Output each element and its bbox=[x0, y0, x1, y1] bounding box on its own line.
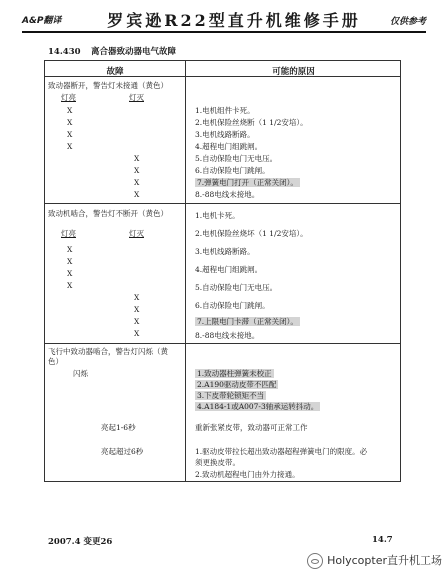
column-divider bbox=[185, 61, 186, 481]
row-2-cause: 8.-88电线未接地。 bbox=[195, 331, 260, 340]
row-1-cause: 1.电机组件卡死。 bbox=[195, 106, 255, 115]
row-divider bbox=[45, 343, 400, 344]
row-1-mark: X bbox=[67, 106, 73, 115]
row-1-mark: X bbox=[67, 142, 73, 151]
row-2-mark: X bbox=[67, 269, 73, 278]
row-1-cause: 2.电机保险丝烧断（1 1/2安培）。 bbox=[195, 118, 308, 127]
wechat-logo-icon bbox=[307, 553, 323, 569]
header-translator: A&P翻译 bbox=[22, 16, 62, 26]
page-header bbox=[22, 8, 426, 30]
row-1-cause: 6.自动保险电门跳闸。 bbox=[195, 166, 270, 175]
row-1-mark: X bbox=[134, 178, 140, 187]
row-1-cause: 4.超程电门组跳闸。 bbox=[195, 142, 263, 151]
header-divider bbox=[22, 31, 426, 33]
header-title: 罗宾逊R22型直升机维修手册 bbox=[107, 11, 361, 30]
watermark-text: Holycopter直升机工场 bbox=[327, 554, 442, 567]
row-2-cause: 5.自动保险电门无电压。 bbox=[195, 283, 278, 292]
watermark bbox=[307, 552, 442, 569]
fault-row-2-title: 致动机啮合，警告灯不断开（黄色） bbox=[48, 209, 168, 218]
row-3-sub-cause-2: 1.驱动皮带拉长超出致动器超程弹簧电门的限度。必 bbox=[195, 447, 368, 456]
row-2-mark: X bbox=[134, 329, 140, 338]
row-2-mark: X bbox=[67, 245, 73, 254]
row-2-lamp-off: 灯灭 bbox=[129, 229, 144, 238]
row-3-sub-cause-2-cont: 须更换皮带。 bbox=[195, 458, 240, 467]
row-2-cause: 4.超程电门组跳闸。 bbox=[195, 265, 263, 274]
row-1-mark: X bbox=[67, 118, 73, 127]
row-1-lamp-off: 灯灭 bbox=[129, 93, 144, 102]
fault-row-3-title-cont: 色） bbox=[48, 357, 63, 366]
row-2-mark: X bbox=[134, 317, 140, 326]
fault-table bbox=[44, 60, 401, 482]
header-cause: 可能的原因 bbox=[272, 67, 315, 77]
row-2-mark: X bbox=[134, 293, 140, 302]
row-2-mark: X bbox=[134, 305, 140, 314]
section-code: 14.430 bbox=[48, 47, 81, 57]
row-3-sub-cause-1: 重新张紧皮带，致动器可正常工作 bbox=[195, 423, 308, 432]
header-rule bbox=[45, 76, 400, 77]
row-1-mark: X bbox=[134, 154, 140, 163]
footer-revision: 2007.4 变更26 bbox=[48, 537, 113, 547]
row-1-mark: X bbox=[67, 130, 73, 139]
header-reference-note: 仅供参考 bbox=[389, 17, 426, 27]
row-3-sub-condition-2: 亮起超过6秒 bbox=[101, 447, 144, 456]
row-2-cause: 1.电机卡死。 bbox=[195, 211, 240, 220]
row-2-lamp-on: 灯亮 bbox=[61, 229, 76, 238]
fault-row-3-title: 飞行中致动器啮合，警告灯闪烁（黄 bbox=[48, 347, 168, 356]
row-3-sub-cause-3: 2.致动机超程电门由外力接通。 bbox=[195, 470, 300, 479]
row-3-cause-highlighted: 2.A190驱动皮带不匹配 bbox=[197, 380, 277, 389]
row-1-cause-highlighted: 7.弹簧电门打开（正常关闭）。 bbox=[197, 178, 298, 187]
row-2-mark: X bbox=[67, 281, 73, 290]
row-2-cause: 3.电机线路断路。 bbox=[195, 247, 255, 256]
row-divider bbox=[45, 203, 400, 204]
row-1-mark: X bbox=[134, 190, 140, 199]
section-title: 离合器致动器电气故障 bbox=[90, 47, 176, 57]
row-1-lamp-on: 灯亮 bbox=[61, 93, 76, 102]
row-3-cause-highlighted: 1.致动器柱弹簧未校正 bbox=[197, 369, 272, 378]
row-3-flash-label: 闪烁 bbox=[73, 369, 88, 378]
row-3-cause-highlighted: 4.A184-1或A007-3轴承运转抖动。 bbox=[197, 402, 319, 411]
row-1-mark: X bbox=[134, 166, 140, 175]
row-2-cause: 2.电机保险丝烧坏（1 1/2安培）。 bbox=[195, 229, 308, 238]
row-2-mark: X bbox=[67, 257, 73, 266]
row-1-cause: 5.自动保险电门无电压。 bbox=[195, 154, 278, 163]
footer-page-number: 14.7 bbox=[372, 535, 393, 545]
row-3-cause-highlighted: 3.下皮带轮锁矩不当 bbox=[197, 391, 265, 400]
row-2-cause-highlighted: 7.上限电门卡滞（正常关闭）。 bbox=[197, 317, 298, 326]
row-3-sub-condition-1: 亮起1-6秒 bbox=[101, 423, 136, 432]
fault-row-1-title: 致动器断开，警告灯未接通（黄色） bbox=[48, 81, 168, 90]
row-2-cause: 6.自动保险电门跳闸。 bbox=[195, 301, 270, 310]
header-fault: 故障 bbox=[106, 67, 124, 77]
row-1-cause: 3.电机线路断路。 bbox=[195, 130, 255, 139]
row-1-cause: 8.-88电线未接地。 bbox=[195, 190, 260, 199]
section-heading bbox=[48, 45, 176, 57]
